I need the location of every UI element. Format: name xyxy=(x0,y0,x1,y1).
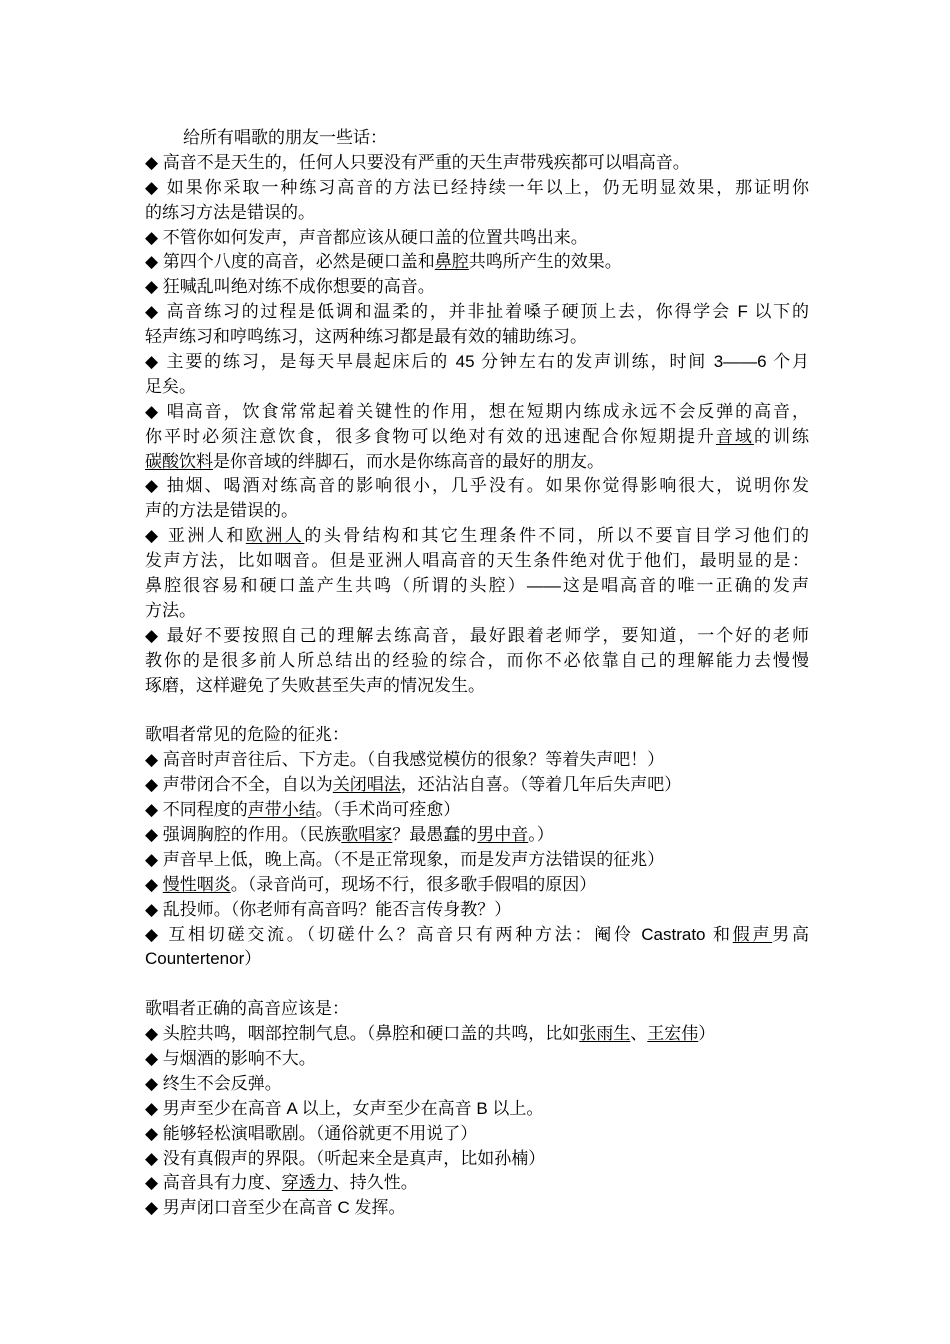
text-segment: 你平时必须注意饮食，很多食物可以绝对有效的迅速配合你短期提升 xyxy=(145,426,716,446)
text-segment: 能够轻松演唱歌剧。（通俗就更不用说了） xyxy=(162,1123,478,1143)
text-line xyxy=(145,574,809,599)
bullet-line xyxy=(145,873,809,898)
bullet-line xyxy=(145,798,809,823)
text-segment: 给所有唱歌的朋友一些话： xyxy=(183,128,387,147)
text-segment: ，还沾沾自喜。（等着几年后失声吧） xyxy=(400,775,682,795)
bullet-line xyxy=(145,300,809,325)
underlined-term: 张雨生 xyxy=(579,1024,631,1044)
text-segment: 鼻腔很容易和硬口盖产生共鸣（所谓的头腔）——这是唱高音的唯一正确的发声 xyxy=(145,576,809,596)
diamond-bullet-icon: ◆ xyxy=(145,352,167,372)
diamond-bullet-icon: ◆ xyxy=(145,526,168,546)
text-segment: 轻声练习和哼鸣练习，这两种练习都是最有效的辅助练习。 xyxy=(145,327,587,347)
diamond-bullet-icon: ◆ xyxy=(145,625,167,645)
diamond-bullet-icon: ◆ xyxy=(145,824,163,844)
bullet-line xyxy=(145,923,809,948)
text-segment: 是你音域的绊脚石，而水是你练高音的最好的朋友。 xyxy=(213,451,604,471)
text-segment: 男声闭口音至少在高音 C 发挥。 xyxy=(162,1198,406,1218)
underlined-term: 王宏伟 xyxy=(647,1024,699,1044)
text-line xyxy=(145,649,809,674)
text-segment: 抽烟、喝酒对练高音的影响很小，几乎没有。如果你觉得影响很大，说明你发 xyxy=(166,476,809,496)
text-segment: 。） xyxy=(528,824,554,844)
document-body xyxy=(145,126,809,1221)
diamond-bullet-icon: ◆ xyxy=(145,227,163,247)
text-segment: Countertenor） xyxy=(145,949,262,969)
text-segment: 没有真假声的界限。（听起来全是真声，比如孙楠） xyxy=(162,1148,546,1168)
text-segment: 亚洲人和 xyxy=(167,526,246,546)
text-segment: 。（手术尚可痊愈） xyxy=(315,800,461,820)
text-segment: 狂喊乱叫绝对练不成你想要的高音。 xyxy=(162,277,435,297)
text-segment: 的头骨结构和其它生理条件不同，所以不要盲目学习他们的 xyxy=(304,526,809,546)
underlined-term: 欧洲人 xyxy=(245,526,305,546)
text-segment: 高音具有力度、 xyxy=(162,1173,282,1193)
diamond-bullet-icon: ◆ xyxy=(145,1148,163,1168)
bullet-line xyxy=(145,250,809,275)
text-segment: 教你的是很多前人所总结出的经验的综合，而你不必依靠自己的理解能力去慢慢 xyxy=(145,650,809,670)
text-segment: 与烟酒的影响不大。 xyxy=(162,1048,316,1068)
text-segment: 终生不会反弹。 xyxy=(162,1073,282,1093)
diamond-bullet-icon: ◆ xyxy=(145,177,167,197)
text-segment: 足矣。 xyxy=(145,376,196,396)
diamond-bullet-icon: ◆ xyxy=(145,152,163,172)
text-segment: ） xyxy=(698,1024,716,1044)
bullet-line xyxy=(145,748,809,773)
text-segment: 如果你采取一种练习高音的方法已经持续一年以上，仍无明显效果，那证明你 xyxy=(166,177,809,197)
text-line xyxy=(145,947,809,972)
diamond-bullet-icon: ◆ xyxy=(145,899,163,919)
diamond-bullet-icon: ◆ xyxy=(145,750,163,770)
diamond-bullet-icon: ◆ xyxy=(145,849,163,869)
text-segment: 头腔共鸣，咽部控制气息。（鼻腔和硬口盖的共鸣，比如 xyxy=(162,1024,580,1044)
diamond-bullet-icon: ◆ xyxy=(145,401,167,421)
text-segment: 、 xyxy=(630,1024,648,1044)
text-line xyxy=(145,723,809,748)
text-line xyxy=(145,674,809,699)
bullet-line xyxy=(145,226,809,251)
diamond-bullet-icon: ◆ xyxy=(145,1048,163,1068)
diamond-bullet-icon: ◆ xyxy=(145,1024,163,1044)
text-segment: 不管你如何发声，声音都应该从硬口盖的位置共鸣出来。 xyxy=(162,227,588,247)
text-segment: 最好不要按照自己的理解去练高音，最好跟着老师学，要知道，一个好的老师 xyxy=(166,625,809,645)
text-segment: 歌唱者常见的危险的征兆： xyxy=(145,725,349,745)
bullet-line xyxy=(145,176,809,201)
bullet-line xyxy=(145,848,809,873)
diamond-bullet-icon: ◆ xyxy=(145,302,167,322)
text-line xyxy=(145,972,809,997)
bullet-line xyxy=(145,1022,809,1047)
text-segment: 琢磨，这样避免了失败甚至失声的情况发生。 xyxy=(145,675,485,695)
text-segment: ？最愚蠢的 xyxy=(392,824,478,844)
text-line xyxy=(145,549,809,574)
underlined-term: 慢性咽炎 xyxy=(162,874,231,894)
underlined-term: 歌唱家 xyxy=(341,824,393,844)
text-line xyxy=(145,325,809,350)
bullet-line xyxy=(145,275,809,300)
underlined-term: 音域 xyxy=(715,426,754,446)
text-segment: 声音早上低，晚上高。（不是正常现象，而是发声方法错误的征兆） xyxy=(162,849,665,869)
text-segment: 唱高音，饮食常常起着关键性的作用，想在短期内练成永远不会反弹的高音， xyxy=(166,401,809,421)
text-segment: 歌唱者正确的高音应该是： xyxy=(145,999,349,1019)
diamond-bullet-icon: ◆ xyxy=(145,277,163,297)
diamond-bullet-icon: ◆ xyxy=(145,1123,163,1143)
bullet-line xyxy=(145,400,809,425)
text-segment: 强调胸腔的作用。（民族 xyxy=(162,824,342,844)
bullet-line xyxy=(145,1072,809,1097)
text-segment: 不同程度的 xyxy=(162,800,248,820)
text-segment: 高音练习的过程是低调和温柔的，并非扯着嗓子硬顶上去，你得学会 F 以下的 xyxy=(166,302,809,322)
bullet-line xyxy=(145,898,809,923)
text-segment: 第四个八度的高音，必然是硬口盖和 xyxy=(162,252,435,272)
bullet-line xyxy=(145,1047,809,1072)
bullet-line xyxy=(145,1171,809,1196)
bullet-line xyxy=(145,1196,809,1221)
diamond-bullet-icon: ◆ xyxy=(145,775,163,795)
text-line xyxy=(145,375,809,400)
text-line xyxy=(145,599,809,624)
bullet-line xyxy=(145,1147,809,1172)
diamond-bullet-icon: ◆ xyxy=(145,874,163,894)
text-segment: 高音不是天生的，任何人只要没有严重的天生声带残疾都可以唱高音。 xyxy=(162,152,690,172)
text-segment: 方法。 xyxy=(145,600,196,620)
text-segment: 乱投师。（你老师有高音吗？能否言传身教？） xyxy=(162,899,512,919)
text-segment: 发声方法，比如咽音。但是亚洲人唱高音的天生条件绝对优于他们，最明显的是： xyxy=(145,551,809,571)
text-line xyxy=(145,450,809,475)
underlined-term: 男中音 xyxy=(477,824,529,844)
bullet-line xyxy=(145,474,809,499)
underlined-term: 穿透力 xyxy=(281,1173,333,1193)
text-segment: 男高 xyxy=(772,924,809,944)
bullet-line xyxy=(145,773,809,798)
text-segment: 共鸣所产生的效果。 xyxy=(468,252,622,272)
text-segment: 互相切磋交流。（切磋什么？高音只有两种方法：阉伶 Castrato 和 xyxy=(168,924,733,944)
underlined-term: 假声 xyxy=(732,924,773,944)
diamond-bullet-icon: ◆ xyxy=(145,924,169,944)
text-segment: 。（录音尚可，现场不行，很多歌手假唱的原因） xyxy=(230,874,597,894)
diamond-bullet-icon: ◆ xyxy=(145,1173,163,1193)
text-line xyxy=(145,425,809,450)
text-line xyxy=(145,201,809,226)
text-segment: 主要的练习，是每天早晨起床后的 45 分钟左右的发声训练，时间 3——6 个月 xyxy=(166,352,809,372)
underlined-term: 碳酸饮料 xyxy=(145,451,213,471)
text-segment: 男声至少在高音 A 以上，女声至少在高音 B 以上。 xyxy=(162,1098,544,1118)
diamond-bullet-icon: ◆ xyxy=(145,1198,163,1218)
text-segment: 的练习方法是错误的。 xyxy=(145,202,315,222)
text-line xyxy=(145,499,809,524)
underlined-term: 鼻腔 xyxy=(434,252,469,272)
text-segment: 声带闭合不全，自以为 xyxy=(162,775,333,795)
text-segment: 、持久性。 xyxy=(332,1173,418,1193)
diamond-bullet-icon: ◆ xyxy=(145,800,163,820)
underlined-term: 声带小结 xyxy=(247,800,316,820)
bullet-line xyxy=(145,1122,809,1147)
text-line xyxy=(145,126,809,151)
bullet-line xyxy=(145,350,809,375)
text-line xyxy=(145,698,809,723)
diamond-bullet-icon: ◆ xyxy=(145,1098,163,1118)
bullet-line xyxy=(145,823,809,848)
bullet-line xyxy=(145,151,809,176)
text-line xyxy=(145,997,809,1022)
diamond-bullet-icon: ◆ xyxy=(145,252,163,272)
underlined-term: 关闭唱法 xyxy=(332,775,401,795)
diamond-bullet-icon: ◆ xyxy=(145,476,167,496)
diamond-bullet-icon: ◆ xyxy=(145,1073,163,1093)
text-segment: 声的方法是错误的。 xyxy=(145,501,298,521)
bullet-line xyxy=(145,524,809,549)
text-segment: 的训练 xyxy=(753,426,809,446)
bullet-line xyxy=(145,624,809,649)
bullet-line xyxy=(145,1097,809,1122)
text-segment: 高音时声音往后、下方走。（自我感觉模仿的很象？等着失声吧！） xyxy=(162,750,665,770)
